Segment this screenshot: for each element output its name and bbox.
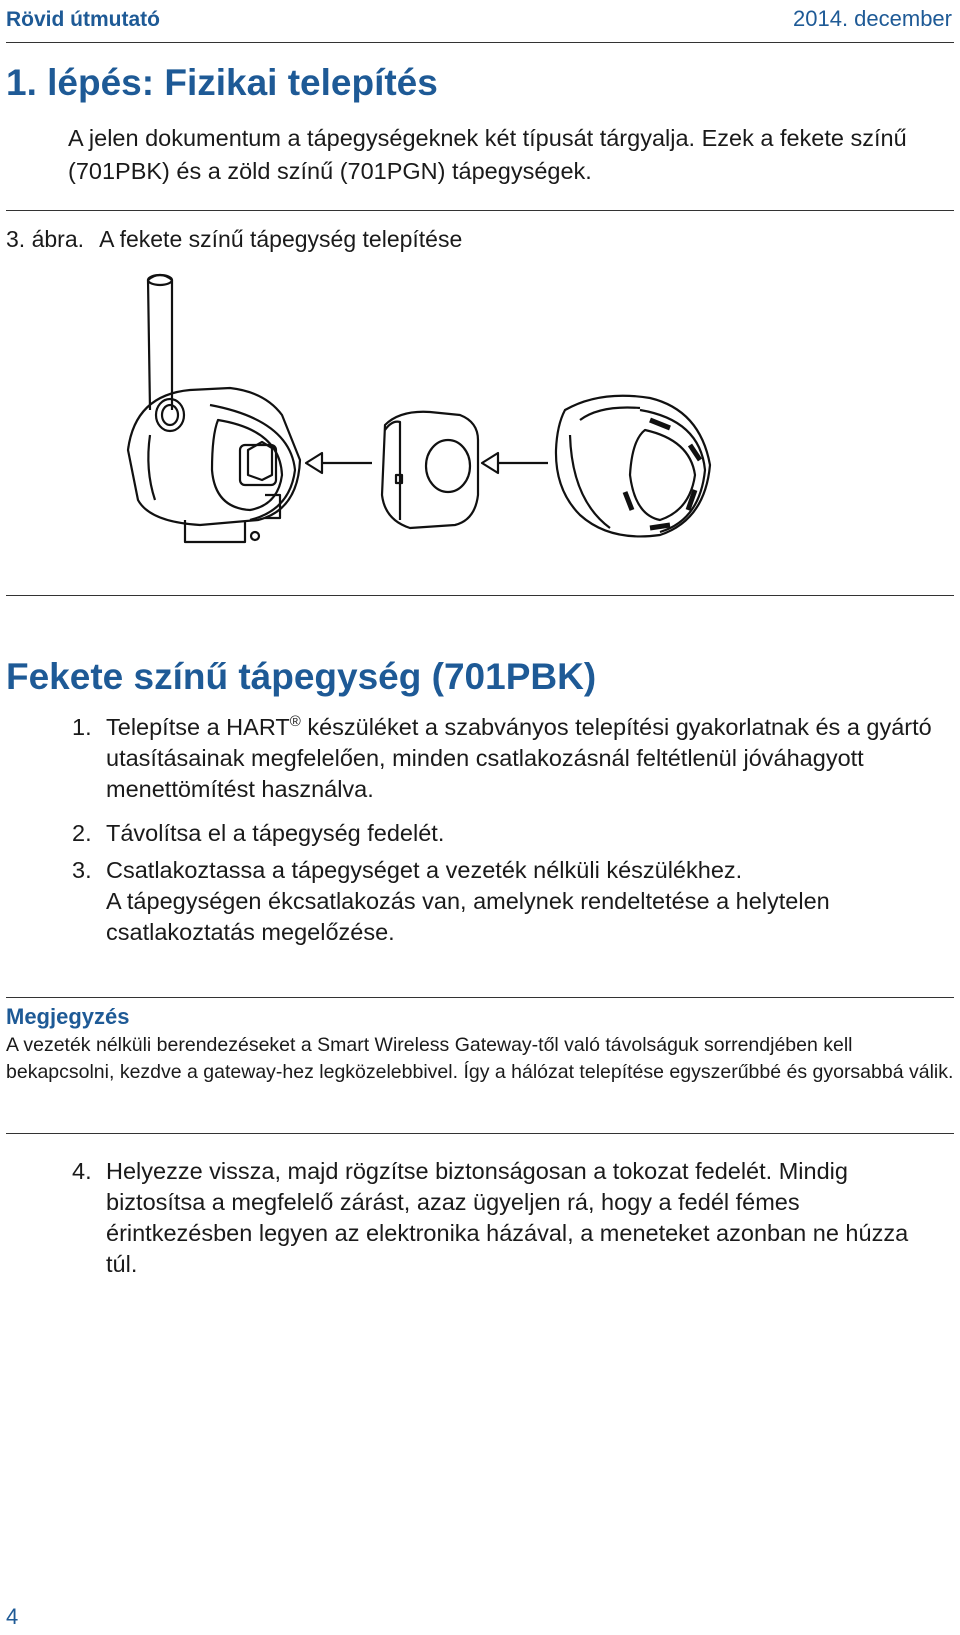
step-number: 3. — [72, 857, 92, 883]
step-text: Csatlakoztassa a tápegységet a vezeték nélküli készülékhez. — [106, 857, 743, 883]
note-bottom-divider — [6, 1133, 954, 1134]
figure-top-divider — [6, 210, 954, 211]
subsection-title: Fekete színű tápegység (701PBK) — [6, 656, 597, 697]
note-body: A vezeték nélküli berendezéseket a Smart Wireless Gateway-től való távolságuk sorrendjében kell bekapcsolni, kezdve a gateway-hez legközelebbivel. Így a hálózat telepítése egyszerűbbé és gyorsabbá válik. — [6, 1034, 954, 1083]
arrow-left-icon — [306, 453, 372, 473]
step-text-continued: A tápegységen ékcsatlakozás van, amelynek rendeltetése a helytelen csatlakoztatás megelőzése. — [106, 888, 830, 945]
step-3 — [72, 855, 932, 948]
power-module-icon — [382, 412, 478, 528]
header-doc-title: Rövid útmutató — [6, 8, 160, 31]
arrow-left-icon — [482, 453, 548, 473]
figure-caption — [6, 226, 462, 253]
step-4 — [72, 1156, 932, 1280]
cover-icon — [556, 396, 710, 537]
installation-illustration — [0, 270, 960, 580]
step-2 — [72, 818, 932, 849]
intro-paragraph: A jelen dokumentum a tápegységeknek két típusát tárgyalja. Ezek a fekete színű (701PBK) és a zöld színű (701PGN) tápegységek. — [68, 125, 907, 184]
figure-bottom-divider — [6, 595, 954, 596]
registered-mark: ® — [289, 713, 301, 731]
step-text: Helyezze vissza, majd rögzítse biztonságosan a tokozat fedelét. Mindig biztosítsa a megfelelő zárást, azaz ügyeljen rá, hogy a fedél fémes érintkezésben legyen az elektronika házával, a meneteket azonban ne húzza túl. — [106, 1158, 909, 1277]
step-number: 4. — [72, 1158, 92, 1184]
step-1 — [72, 712, 932, 805]
header-divider — [6, 42, 954, 43]
figure-label: 3. ábra. — [6, 226, 84, 252]
page-number: 4 — [6, 1604, 19, 1629]
note-top-divider — [6, 997, 954, 998]
header-date: 2014. december — [793, 6, 952, 31]
step-number: 1. — [72, 714, 92, 740]
transmitter-device-icon — [128, 275, 300, 542]
note-title: Megjegyzés — [6, 1004, 130, 1029]
step-text: Távolítsa el a tápegység fedelét. — [106, 820, 445, 846]
section-title: 1. lépés: Fizikai telepítés — [6, 62, 438, 103]
figure-caption-text: A fekete színű tápegység telepítése — [99, 226, 463, 252]
step-number: 2. — [72, 820, 92, 846]
step-text: Telepítse a HART® készüléket a szabványos telepítési gyakorlatnak és a gyártó utasításainak megfelelően, minden csatlakozásnál feltétlenül jóváhagyott menettömítést használva. — [106, 713, 932, 802]
